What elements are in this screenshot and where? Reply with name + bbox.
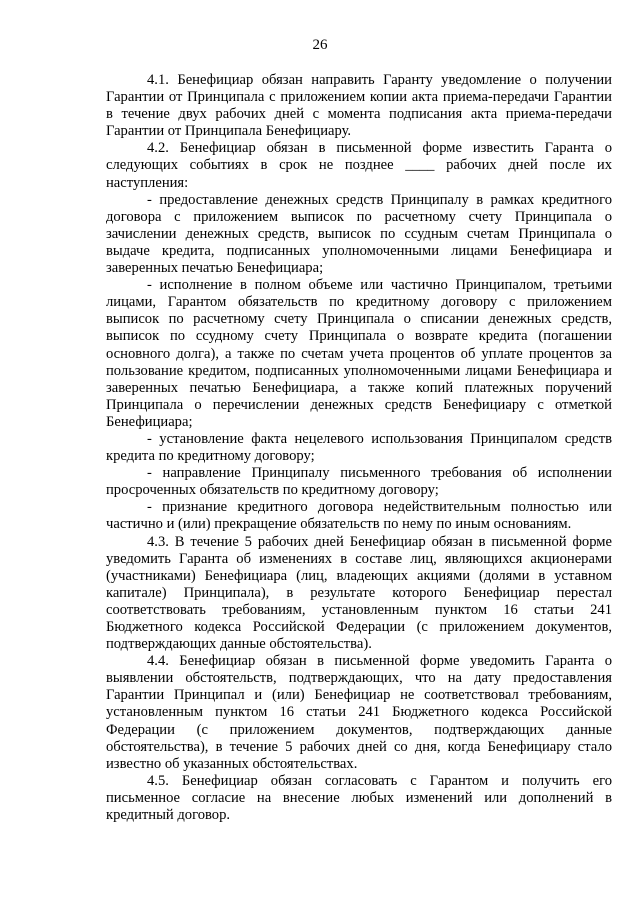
- list-item-written-demand: - направление Принципалу письменного требования об исполнении просроченных обязательств по кредитному договору;: [106, 465, 612, 499]
- list-item-contract-invalidity: - признание кредитного договора недействительным полностью или частично и (или) прекращение обязательств по нему по иным основаниям.: [106, 499, 612, 533]
- paragraph-4-4: 4.4. Бенефициар обязан в письменной форме уведомить Гаранта о выявлении обстоятельств, подтверждающих, что на дату предоставления Гарантии Принципал и (или) Бенефициар не соответствовал требованиям, установленным пунктом 16 статьи 241 Бюджетного кодекса Российской Федерации (с приложением документов, подтверждающих данные обстоятельства), в течение 5 рабочих дней со дня, когда Бенефициару стало известно об указанных обстоятельствах.: [106, 653, 612, 772]
- list-item-misuse-of-credit: - установление факта нецелевого использования Принципалом средств кредита по кредитному договору;: [106, 430, 612, 465]
- list-item-funds-provision: - предоставление денежных средств Принципалу в рамках кредитного договора с приложением выписок по расчетному счету Принципала о зачислении денежных средств, выписок по ссудным счетам Принципала о выдаче кредита, подписанных уполномоченными лицами Бенефициара и заверенных печатью Бенефициара;: [106, 191, 612, 277]
- page-number: 26: [312, 37, 328, 53]
- paragraph-4-3: 4.3. В течение 5 рабочих дней Бенефициар обязан в письменной форме уведомить Гаранта об изменениях в составе лиц, являющихся акционерами (участниками) Бенефициара (лиц, владеющих акциями (долями в уставном капитале) Принципала), в результате которого Бенефициар перестал соответствовать требованиям, установленным пунктом 16 статьи 241 Бюджетного кодекса Российской Федерации (с приложением документов, подтверждающих данные обстоятельства).: [106, 533, 612, 653]
- document-body: [106, 72, 612, 824]
- paragraph-4-2: 4.2. Бенефициар обязан в письменной форме известить Гаранта о следующих событиях в срок не позднее ____ рабочих дней после их наступления:: [106, 140, 612, 191]
- paragraph-4-1: 4.1. Бенефициар обязан направить Гаранту уведомление о получении Гарантии от Принципала с приложением копии акта приема-передачи Гарантии в течение двух рабочих дней с момента подписания акта приема-передачи Гарантии от Принципала Бенефициару.: [106, 72, 612, 140]
- list-item-obligations-fulfillment: - исполнение в полном объеме или частично Принципалом, третьими лицами, Гарантом обязательств по кредитному договору с приложением выписок по расчетному счету Принципала о списании денежных средств, выписок по ссудному счету Принципала о возврате кредита (погашении основного долга), а также по счетам учета процентов об уплате процентов за пользование кредитом, подписанных уполномоченными лицами Бенефициара и заверенных печатью Бенефициара, а также копий платежных поручений Принципала о перечислении денежных средств Бенефициару с отметкой Бенефициара;: [106, 277, 612, 430]
- paragraph-4-5: 4.5. Бенефициар обязан согласовать с Гарантом и получить его письменное согласие на внесение любых изменений или дополнений в кредитный договор.: [106, 772, 612, 824]
